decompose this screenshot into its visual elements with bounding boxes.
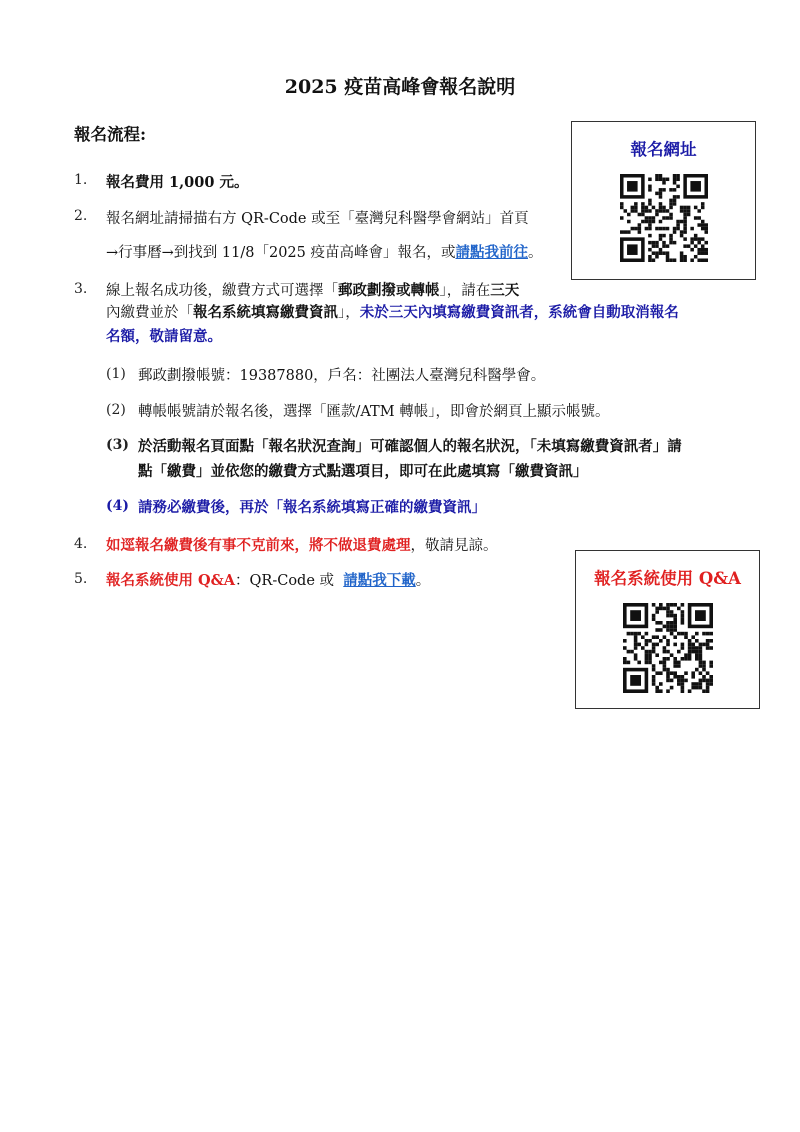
- qa-text: ：QR-Code 或: [235, 573, 335, 589]
- cancel-warning: 未於三天內填寫繳費資訊者，系統會自動取消報名: [359, 304, 679, 321]
- item-fee-text: 報名費用 1,000 元。: [106, 174, 249, 191]
- sub-number: (2): [106, 402, 126, 418]
- payment-text: 」，請在: [439, 283, 491, 299]
- payment-text: 線上報名成功後，繳費方式可選擇「: [106, 283, 338, 299]
- item-url-line2-text: →行事曆→到找到 11/8「2025 疫苗高峰會」報名，或: [106, 245, 456, 261]
- register-link[interactable]: 請點我前往: [455, 244, 528, 261]
- payment-reminder: 請務必繳費後，再於「報名系統填寫正確的繳費資訊」: [138, 499, 486, 516]
- qa-qr-box: [575, 550, 760, 709]
- qa-end: 。: [415, 573, 431, 589]
- item-number: 1.: [74, 172, 88, 188]
- payment-deadline: 三天: [490, 282, 520, 299]
- item-url-line2-end: 。: [527, 245, 543, 261]
- payment-method: 郵政劃撥或轉帳: [338, 282, 440, 299]
- registration-qr-title: 報名網址: [630, 140, 697, 159]
- section-heading: 報名流程:: [74, 125, 147, 144]
- item-qa: [106, 569, 430, 590]
- document-title: 2025 疫苗高峰會報名說明: [284, 76, 516, 98]
- refund-policy: 如逕報名繳費後有事不克前來，將不做退費處理: [106, 537, 411, 554]
- item-payment-line3: 名額，敬請留意。: [106, 328, 222, 345]
- status-query-line2: 點「繳費」並依您的繳費方式點選項目，即可在此處填寫「繳費資訊」: [138, 463, 588, 480]
- sub-number: (4): [106, 498, 129, 514]
- registration-qr-box: [571, 121, 756, 280]
- item-url-line1: 報名網址請掃描右方 QR-Code 或至「臺灣兒科醫學會網站」首頁: [106, 211, 529, 227]
- refund-apology: ，敬請見諒。: [410, 538, 498, 554]
- item-number: 3.: [74, 281, 88, 297]
- payment-system-note: 報名系統填寫繳費資訊: [193, 304, 338, 321]
- qr-code-icon[interactable]: [620, 174, 708, 262]
- item-payment-line1: [106, 279, 519, 300]
- transfer-account-text: 轉帳帳號請於報名後，選擇「匯款/ATM 轉帳」，即會於網頁上顯示帳號。: [138, 404, 610, 420]
- download-link[interactable]: 請點我下載: [343, 572, 416, 589]
- payment-text: 內繳費並於「: [106, 305, 193, 321]
- item-url-line2: [106, 241, 542, 262]
- item-number: 4.: [74, 536, 88, 552]
- item-number: 5.: [74, 571, 88, 587]
- status-query-line1: 於活動報名頁面點「報名狀況查詢」可確認個人的報名狀況，「未填寫繳費資訊者」請: [138, 438, 682, 455]
- item-number: 2.: [74, 208, 88, 224]
- item-refund: [106, 534, 498, 555]
- sub-number: (3): [106, 437, 129, 453]
- item-payment-line2: [106, 301, 679, 322]
- postal-account-text: 郵政劃撥帳號：19387880，戶名：社團法人臺灣兒科醫學會。: [138, 368, 546, 384]
- qa-qr-title: 報名系統使用 Q&A: [594, 569, 741, 588]
- payment-text: 」，: [338, 305, 360, 321]
- qr-code-icon[interactable]: [623, 603, 713, 693]
- qa-label: 報名系統使用 Q&A: [106, 572, 236, 589]
- sub-number: (1): [106, 366, 126, 382]
